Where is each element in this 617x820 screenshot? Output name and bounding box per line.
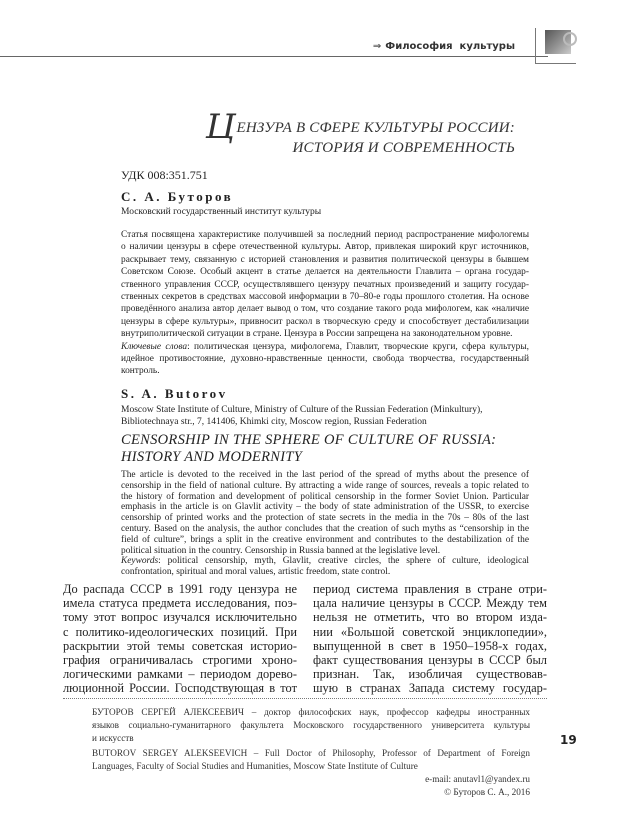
body-line: имела статуса предмета исследования, поэ- [63,596,297,611]
abstract-line: censorship of printed works and the protection of state secrets in the media in the 70s – 80s of the last [121,513,529,524]
page-number: 19 [560,733,577,747]
abstract-line: century. Based on the analysis, the author concludes that the creation of such myths as “censorship in the [121,523,529,534]
body-line: выпущенной в свет в 1950–1958-х годах, [313,638,547,653]
body-line: признан. Так, изобличая существовав- [313,667,547,682]
udk-code: УДК 008:351.751 [121,168,208,182]
title-line: CENSORSHIP IN THE SPHERE OF CULTURE OF RUSSIA: [121,432,497,448]
body-line: люционной России. Господствующая в тот [63,681,297,696]
article-title-en [121,432,496,466]
keywords-en [121,556,529,567]
section-name: Философия культуры [385,41,515,52]
abstract-line: Советском Союзе. Особый акцент в статье делается на деятельности Главлита – органа государ- [121,267,529,278]
arrow-icon: ⇒ [372,41,382,52]
title-line: HISTORY AND MODERNITY [121,449,303,465]
copyright: © Буторов С. А., 2016 [444,787,530,797]
abstract-line: censorship in the field of national culture. By attracting a wide range of sources, reveals a topic related to [121,480,529,491]
abstract-line: внутриполитической ситуации в стране. Цензура в России запрещена на законодательном уровне. [121,329,513,340]
running-header [373,41,515,52]
affiliation-line: Moscow State Institute of Culture, Ministry of Culture of the Russian Federation (Minkultury), [121,405,483,415]
affiliation-en [121,404,529,428]
author-email: e-mail: anutavl1@yandex.ru [425,774,530,784]
author-ru: С. А. Буторов [121,189,234,204]
body-line: тому этот вопрос изучался исключительно [63,610,297,625]
body-line: нельзя не отметить, что во втором изда- [313,610,547,625]
author-footnote [92,706,530,799]
abstract-en [121,470,529,578]
footnote-line: БУТОРОВ СЕРГЕЙ АЛЕКСЕЕВИЧ – доктор философских наук, профессор кафедры иностранных [92,707,530,717]
abstract-ru [121,229,529,378]
abstract-line: the history of formation and development of political censorship in the former Soviet Union. Particular [121,491,529,502]
abstract-line: цензуры в сфере культуры», привносит раскол в творческую среду и способствует дестабилизации [121,316,529,327]
footnote-line: и искусств [92,733,134,743]
body-line: До распада СССР в 1991 году цензура не [63,582,297,596]
body-line: нии «Большой советской энциклопедии», [313,624,547,639]
body-line: логическими рамками – периодом дорево- [63,667,297,682]
keywords-text: : political censorship, myth, Glavlit, creative circles, the sphere of culture, ideological [158,556,529,567]
keywords-line: confrontation, spiritual and moral values, artistic freedom, state control. [121,567,391,578]
keywords-line: контроль. [121,366,160,377]
header-rule [0,56,548,57]
abstract-line: field of culture”, brings a split in the creative environment and contributes to the destabilization of the [121,534,529,545]
author-en: S. A. Butorov [121,386,228,401]
keywords-text: : политическая цензура, мифологема, Главлит, творческие круги, сфера культуры, [187,341,529,352]
footnote-line: языков социально-гуманитарного факультета Московского государственного университета культуры [92,720,530,730]
footnote-line: BUTOROV SERGEY ALEKSEEVICH – Full Doctor of Philosophy, Professor of Department of Foreign [92,748,530,758]
abstract-line: The article is devoted to the received in the last period of the spread of myths about the presence of [121,470,529,480]
article-title-ru [205,107,515,158]
body-line: с политико-идеологических позиций. При [63,624,297,639]
body-column-left [63,582,297,696]
footnote-line: Languages, Faculty of Social Studies and Humanities, Moscow State Institute of Culture [92,761,418,771]
affiliation-line: Bibliotechnaya str., 7, 141406, Khimki city, Moscow region, Russian Federation [121,417,427,427]
body-line: графия ограничивалась строгими хроно- [63,653,297,668]
abstract-line: Статья посвящена характеристике получившей за последний период распространение мифологемы [121,230,529,240]
keywords-label: Ключевые слова [121,341,188,352]
abstract-line: о наличии цензуры в сфере отечественной культуры. Автор, привлекая широкий круг источников, [121,242,529,253]
body-line: шую в странах Запада систему государ- [313,681,547,696]
title-line: ЕНЗУРА В СФЕРЕ КУЛЬТУРЫ РОССИИ: [236,120,515,136]
body-column-right [313,582,547,696]
abstract-line: ственных секретов в средствах массовой информации в 70–80-е годы прошлого столетия. На основе [121,292,529,303]
abstract-line: проведённого анализа автор делает вывод о том, что создание такого рода мифологем, как «наличие [121,304,529,315]
keywords-ru [121,341,529,353]
column-capital-logo-icon [545,30,571,54]
abstract-line: ственного управления СССР, осуществлявшего цензуру печатных произведений и защиту государ- [121,279,529,290]
affiliation-ru: Московский государственный институт культуры [121,207,322,217]
keywords-line: идейное противостояние, духовно-нравственные ценности, свобода творчества, государственный [121,354,529,365]
body-line: цала наличие цензуры в СССР. Между тем [313,596,547,611]
keywords-label: Keywords [121,556,159,567]
abstract-line: emphasis in the article is on Glavlit activity – the body of state administration of the USSR, to exercise [121,502,529,513]
body-line: раскрытии этой темы советская историо- [63,638,297,653]
title-initial: Ц [205,107,236,147]
footnote-divider [63,698,547,699]
body-line: факт существования цензуры в СССР был [313,653,547,668]
title-line: ИСТОРИЯ И СОВРЕМЕННОСТЬ [292,140,515,156]
abstract-line: раскрывает тему, связанную с историей становления и развития политической цензуры в бывшем [121,254,529,265]
abstract-line: political situation in the country. Censorship in Russia banned at the legislative level. [121,545,441,556]
body-line: период система правления в стране отри- [313,582,547,596]
